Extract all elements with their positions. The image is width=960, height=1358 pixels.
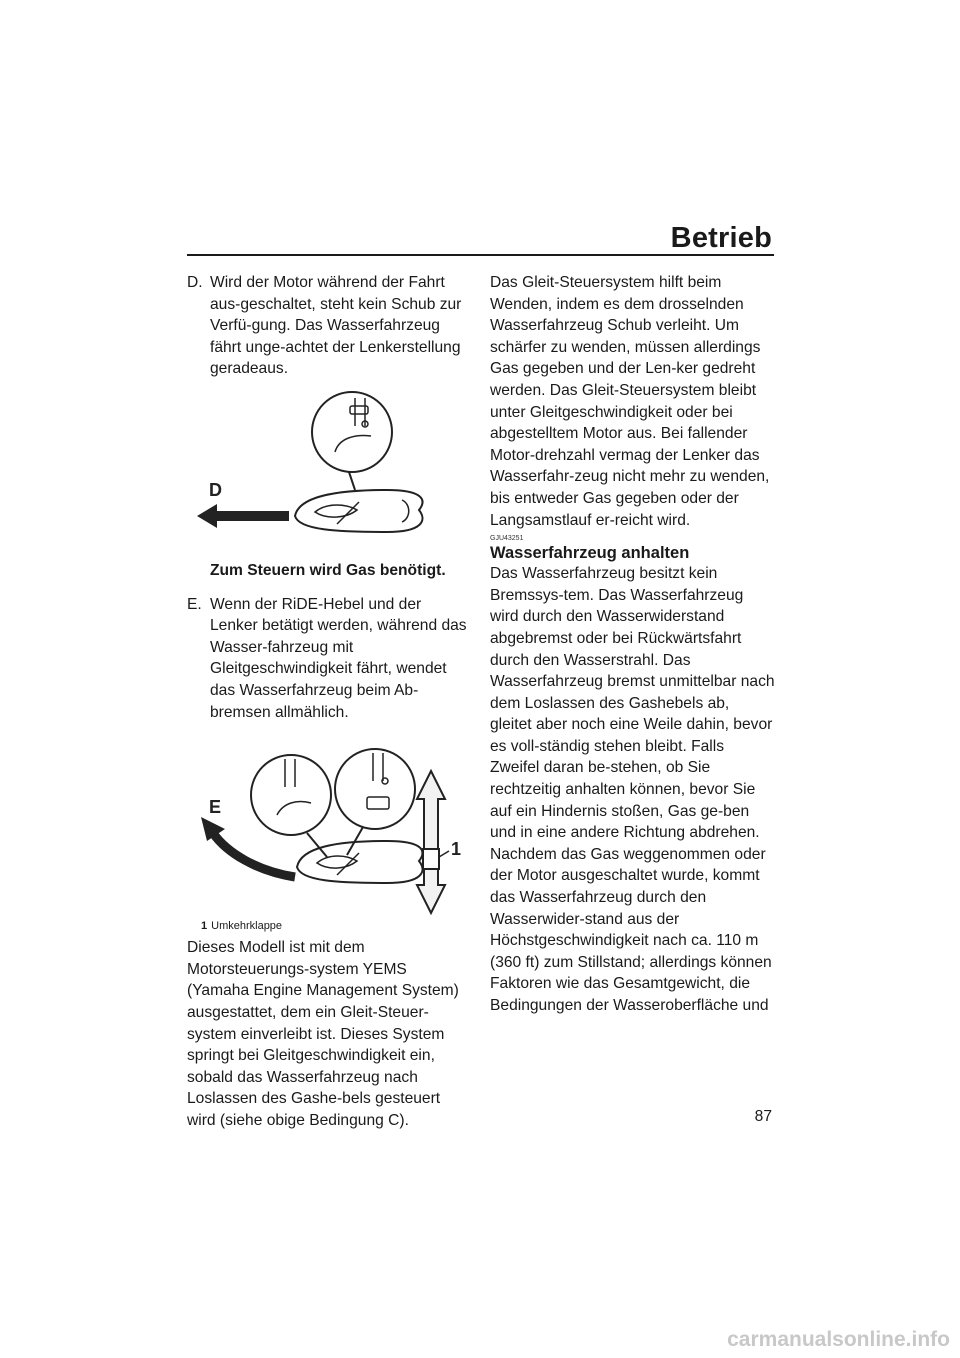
item-d-label: D.: [187, 274, 203, 291]
right-paragraph-2: Das Wasserfahrzeug besitzt kein Bremssys-tem. Das Wasserfahrzeug wird durch den Wasserwiderstand abgebremst oder bei Rückwärtsfahrt durch den Wasserstrahl. Das Wasserfahrzeug bremst unmittelbar nach dem Loslassen des Gashebels ab, gleitet aber noch eine Weile dahin, bevor es voll-ständig stehen bleibt. Falls Zweifel daran be-stehen, ob Sie rechtzeitig anhalten können, bevor Sie auf ein Hindernis stoßen, Gas ge-ben und in eine andere Richtung abdrehen. Nachdem das Gas weggenommen oder der Motor ausgeschaltet wurde, kommt das Wasserfahrzeug durch den Wasserwider-stand aus der Höchstgeschwindigkeit nach ca. 110 m (360 ft) zum Stillstand; allerdings können Faktoren wie das Gesamtgewicht, die Bedingungen der Wasseroberfläche und: [490, 565, 775, 1014]
reverse-gate-box: [423, 849, 439, 869]
figure-e-legend: [201, 919, 467, 933]
legend-number: 1: [201, 920, 208, 933]
item-d-text: Wird der Motor während der Fahrt aus-geschaltet, steht kein Schub zur Verfü-gung. Das Wasserfahrzeug fährt unge-achtet der Lenkerstellung geradeaus.: [210, 274, 462, 378]
watermark: carmanualsonline.info: [727, 1328, 950, 1351]
jet-ski-d: [295, 490, 422, 532]
figure-e-illustration: [187, 737, 467, 917]
list-item-e: [187, 594, 467, 724]
magnifier-detail-e-right: [335, 749, 415, 855]
header-rule: [187, 254, 774, 256]
item-e-text: Wenn der RiDE-Hebel und der Lenker betätigt werden, während das Wasser-fahrzeug mit Gleitgeschwindigkeit fährt, wendet das Wasserfahrzeug beim Ab-bremsen allmählich.: [210, 595, 467, 721]
item-e-label: E.: [187, 595, 202, 613]
vertical-double-arrow-icon: [417, 771, 445, 913]
arrow-left-icon: [197, 504, 289, 528]
legend-text: Umkehrklappe: [211, 920, 283, 933]
left-paragraph: Dieses Modell ist mit dem Motorsteuerungs-system YEMS (Yamaha Engine Management System) ausgestattet, dem ein Gleit-Steuer-system einverleibt ist. Dieses System springt bei Gleitgeschwindigkeit ein, sobald das Wasserfahrzeug nach Loslassen des Gashe-bels gesteuert wird (siehe obige Bedingung C).: [187, 939, 459, 1129]
section-code: GJU43251: [490, 535, 524, 543]
magnifier-detail-e-left: [251, 755, 331, 857]
figure-d-caption: Zum Steuern wird Gas benötigt.: [210, 561, 446, 579]
figure-d-illustration: [187, 386, 467, 558]
figure-e-callout: 1: [451, 839, 462, 860]
right-column: [490, 272, 775, 1017]
right-paragraph-1: Das Gleit-Steuersystem hilft beim Wenden, indem es dem drosselnden Wasserfahrzeug Schub verleiht. Um schärfer zu wenden, müssen allerdings Gas gegeben und der Len-ker gedreht werden. Das Gleit-Steuersystem bleibt unter Gleitgeschwindigkeit oder bei abgestelltem Motor aus. Bei fallender Motor-drehzahl vermag der Lenker das Wasserfahr-zeug nicht mehr zu wenden, bis entweder Gas gegeben oder der Langsamstlauf er-reicht wird.: [490, 274, 770, 529]
jet-ski-e: [297, 841, 422, 883]
section-heading: Wasserfahrzeug anhalten: [490, 544, 690, 563]
magnifier-detail-d: [312, 392, 392, 490]
curved-arrow-icon: [213, 833, 295, 877]
list-item-d: [187, 272, 467, 380]
figure-e-label: E: [209, 797, 222, 818]
figure-d-label: D: [209, 479, 222, 500]
left-column: [187, 272, 467, 1131]
page-title: Betrieb: [670, 222, 772, 254]
page-number: 87: [754, 1108, 772, 1125]
